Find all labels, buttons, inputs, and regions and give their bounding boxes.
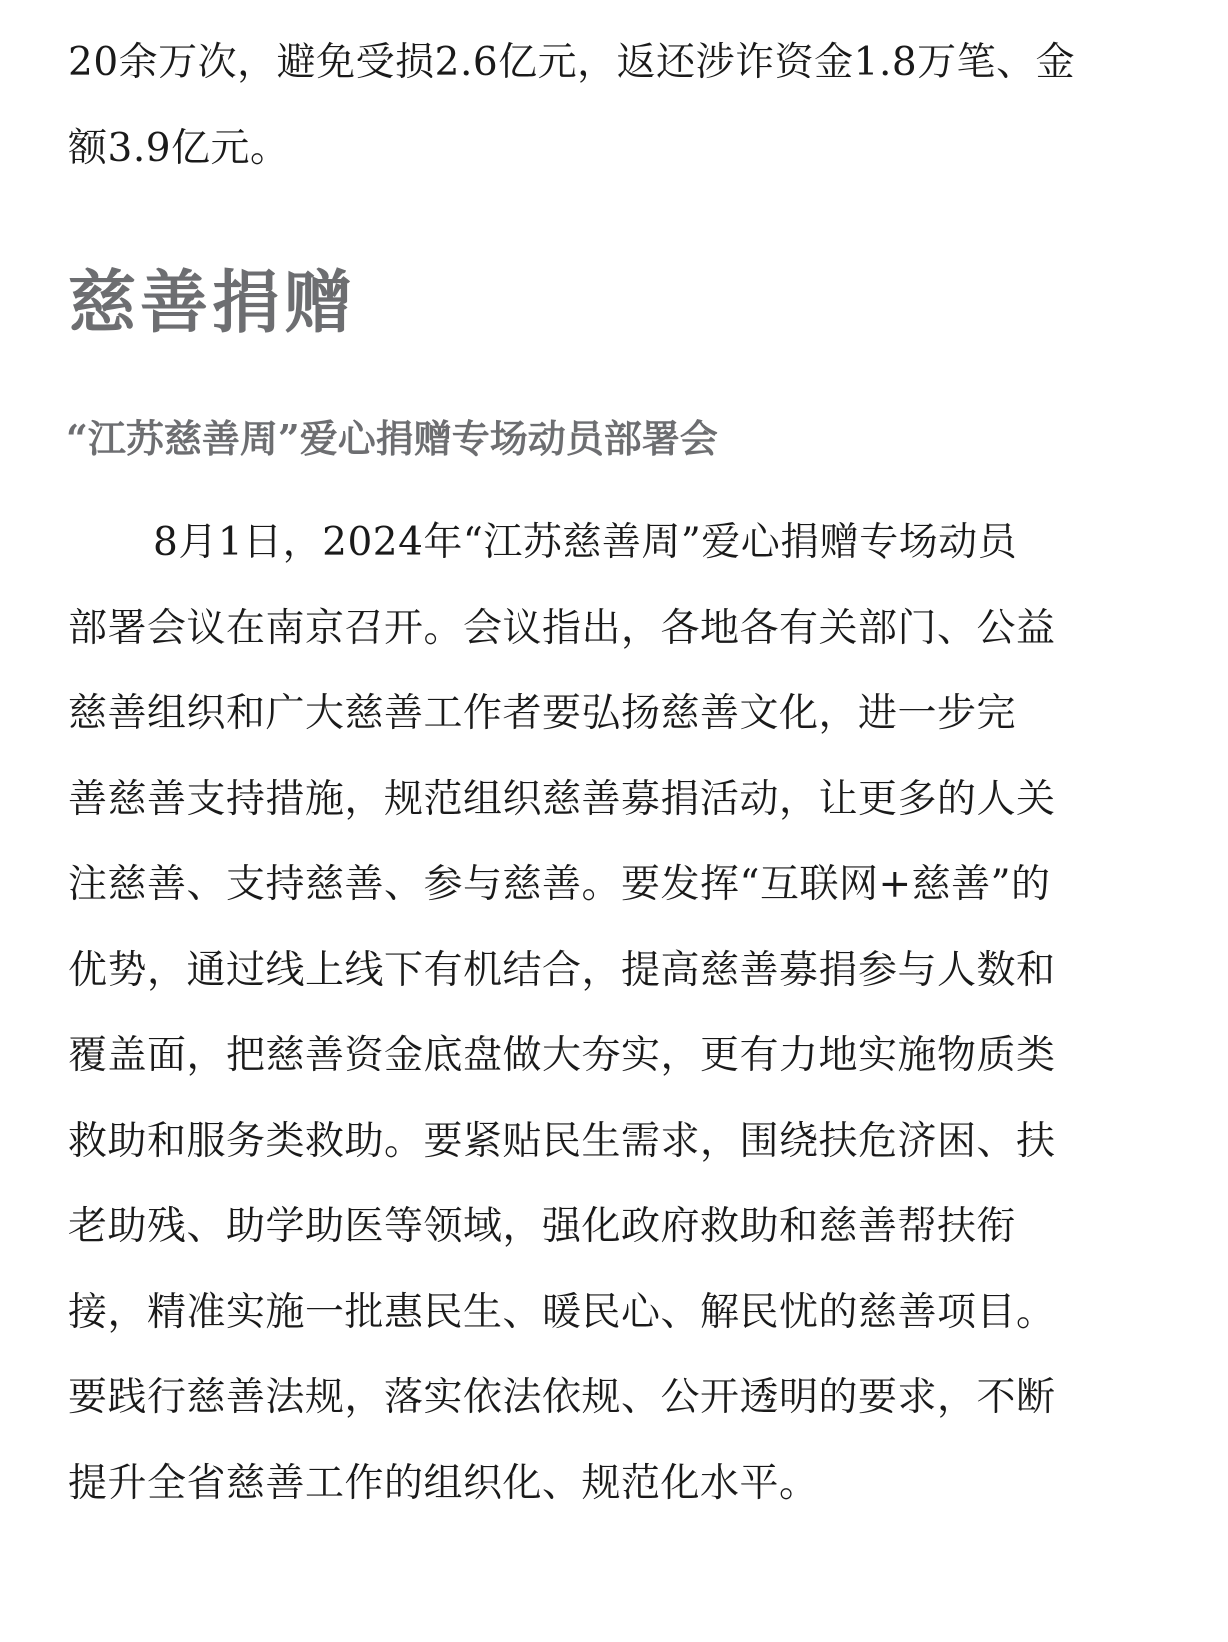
body-line: 优势，通过线上线下有机结合，提高慈善募捐参与人数和 — [68, 947, 1056, 993]
body-line: 救助和服务类救助。要紧贴民生需求，围绕扶危济困、扶 — [68, 1118, 1056, 1164]
intro-line: 额3.9亿元。 — [68, 126, 290, 171]
body-line: 8月1日，2024年“江苏慈善周”爱心捐赠专场动员 — [153, 520, 1018, 565]
body-line: 善慈善支持措施，规范组织慈善募捐活动，让更多的人关 — [68, 776, 1056, 822]
body-line: 注慈善、支持慈善、参与慈善。要发挥“互联网+慈善”的 — [68, 862, 1051, 907]
article-subtitle: “江苏慈善周”爱心捐赠专场动员部署会 — [66, 416, 718, 461]
body-line: 部署会议在南京召开。会议指出，各地各有关部门、公益 — [68, 605, 1056, 651]
body-line: 老助残、助学助医等领域，强化政府救助和慈善帮扶衔 — [68, 1204, 1017, 1249]
section-title: 慈善捐赠 — [68, 264, 357, 343]
body-line: 要践行慈善法规，落实依法依规、公开透明的要求，不断 — [68, 1375, 1056, 1420]
body-line: 提升全省慈善工作的组织化、规范化水平。 — [68, 1460, 819, 1506]
body-line: 覆盖面，把慈善资金底盘做大夯实，更有力地实施物质类 — [68, 1033, 1056, 1078]
body-line: 接，精准实施一批惠民生、暖民心、解民忧的慈善项目。 — [68, 1289, 1056, 1335]
body-paragraph — [68, 500, 1158, 1526]
body-line: 慈善组织和广大慈善工作者要弘扬慈善文化，进一步完 — [68, 691, 1017, 736]
intro-paragraph — [68, 20, 1148, 192]
intro-line: 20余万次，避免受损2.6亿元，返还涉诈资金1.8万笔、金 — [68, 40, 1076, 85]
